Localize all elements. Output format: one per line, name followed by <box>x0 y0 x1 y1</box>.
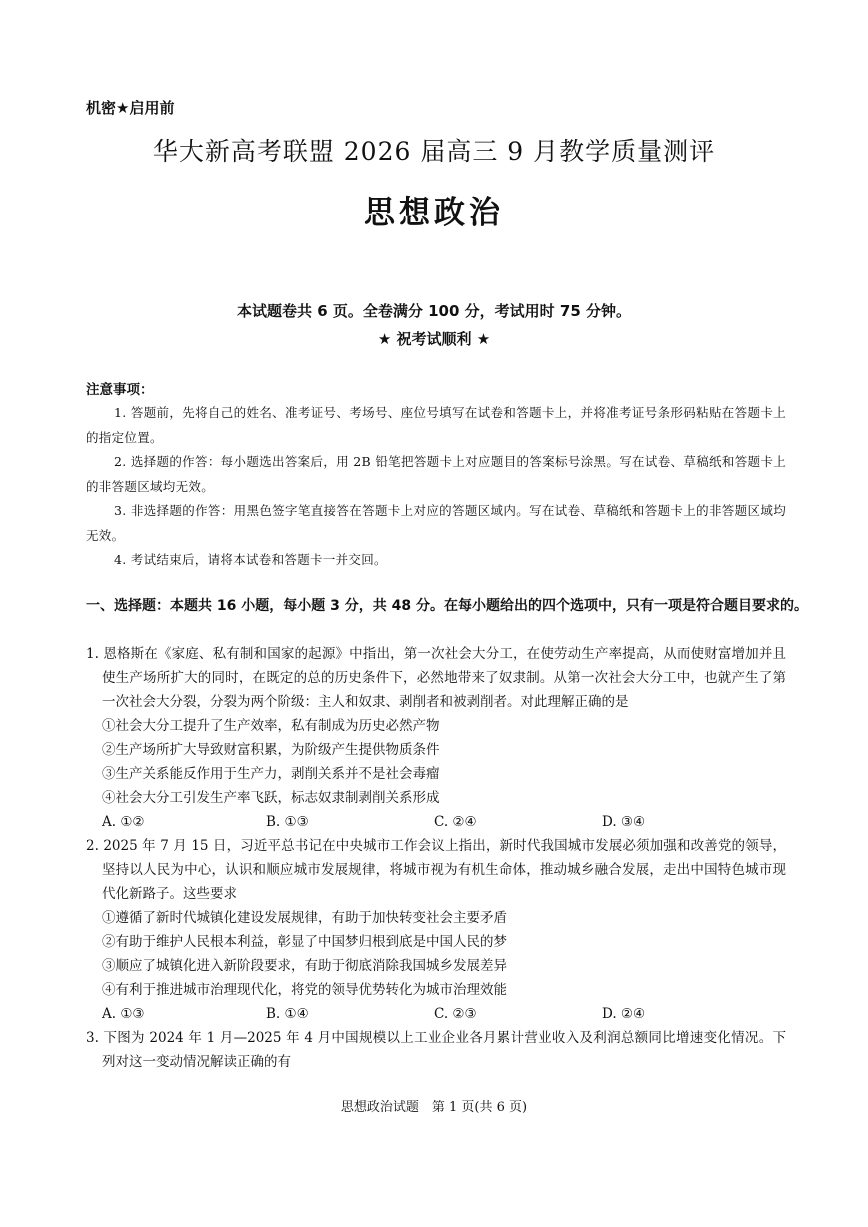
question-option: ③顺应了城镇化进入新阶段要求，有助于彻底消除我国城乡发展差异 <box>102 958 507 974</box>
page-footer: 思想政治试题 第 1 页(共 6 页) <box>340 1100 528 1115</box>
choice-d: D. ②④ <box>602 1006 646 1022</box>
good-luck-line: ★ 祝考试顺利 ★ <box>377 330 491 348</box>
answer-choices <box>86 810 786 834</box>
exam-title: 华大新高考联盟 2026 届高三 9 月教学质量测评 <box>152 137 716 166</box>
question-stem: 1. 恩格斯在《家庭、私有制和国家的起源》中指出，第一次社会大分工，在使劳动生产率提高，从而使财富增加并且使生产场所扩大的同时，在既定的总的历史条件下，必然地带来了奴隶制。从第一次社会大分工中，也就产生了第一次社会大分裂，分裂为两个阶级：主人和奴隶、剥削者和被剥削者。对此理解正确的是 <box>86 646 786 710</box>
section-heading: 一、选择题：本题共 16 小题，每小题 3 分，共 48 分。在每小题给出的四个选项中，只有一项是符合题目要求的。 <box>86 598 808 614</box>
notice-item: 1. 答题前，先将自己的姓名、准考证号、考场号、座位号填写在试卷和答题卡上，并将准考证号条形码粘贴在答题卡上的指定位置。 <box>86 405 786 445</box>
question-option: ②有助于维护人民根本利益，彰显了中国梦归根到底是中国人民的梦 <box>102 934 507 950</box>
exam-info: 本试题卷共 6 页。全卷满分 100 分，考试用时 75 分钟。 <box>237 302 631 320</box>
notice-list <box>86 401 786 573</box>
choice-b: B. ①④ <box>266 1006 309 1022</box>
notice-item: 2. 选择题的作答：每小题选出答案后，用 2B 铅笔把答题卡上对应题目的答案标号涂黑。写在试卷、草稿纸和答题卡上的非答题区域均无效。 <box>86 454 786 494</box>
choice-c: C. ②④ <box>434 814 477 830</box>
notice-title: 注意事项： <box>86 382 154 398</box>
question-option: ④有利于推进城市治理现代化，将党的领导优势转化为城市治理效能 <box>102 982 507 998</box>
subject-title: 思想政治 <box>364 195 504 231</box>
notice-item: 4. 考试结束后，请将本试卷和答题卡一并交回。 <box>114 552 387 567</box>
question-option: ①遵循了新时代城镇化建设发展规律，有助于加快转变社会主要矛盾 <box>102 910 507 926</box>
answer-choices <box>86 1002 786 1026</box>
choice-a: A. ①② <box>102 814 145 830</box>
choice-a: A. ①③ <box>102 1006 145 1022</box>
question-option: ④社会大分工引发生产率飞跃，标志奴隶制剥削关系形成 <box>102 790 440 806</box>
choice-d: D. ③④ <box>602 814 646 830</box>
question-option: ②生产场所扩大导致财富积累，为阶级产生提供物质条件 <box>102 742 440 758</box>
confidential-label: 机密★启用前 <box>86 99 175 117</box>
choice-b: B. ①③ <box>266 814 309 830</box>
question-stem: 2. 2025 年 7 月 15 日，习近平总书记在中央城市工作会议上指出，新时代我国城市发展必须加强和改善党的领导，坚持以人民为中心，认识和顺应城市发展规律，将城市视为有机生命体，推动城乡融合发展，走出中国特色城市现代化新路子。这些要求 <box>86 838 786 902</box>
question-2 <box>86 834 786 1026</box>
question-1 <box>86 642 786 834</box>
question-stem: 3. 下图为 2024 年 1 月—2025 年 4 月中国规模以上工业企业各月累计营业收入及利润总额同比增速变化情况。下列对这一变动情况解读正确的有 <box>86 1030 786 1070</box>
question-3 <box>86 1026 786 1074</box>
question-option: ①社会大分工提升了生产效率，私有制成为历史必然产物 <box>102 718 440 734</box>
notice-item: 3. 非选择题的作答：用黑色签字笔直接答在答题卡上对应的答题区域内。写在试卷、草稿纸和答题卡上的非答题区域均无效。 <box>86 503 786 543</box>
question-option: ③生产关系能反作用于生产力，剥削关系并不是社会毒瘤 <box>102 766 440 782</box>
choice-c: C. ②③ <box>434 1006 477 1022</box>
